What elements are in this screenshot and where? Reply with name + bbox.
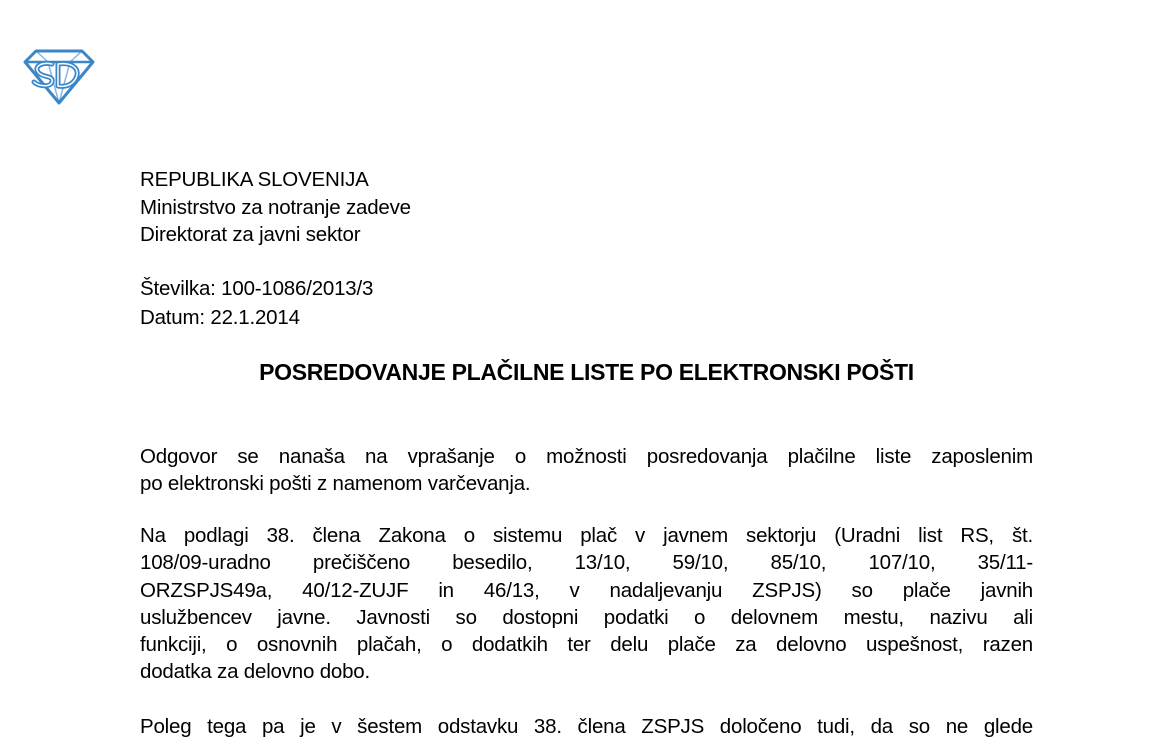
paragraph-2 (140, 522, 1033, 686)
ministry-header (140, 166, 411, 249)
paragraph-3 (140, 713, 1033, 740)
document-number: Številka: 100-1086/2013/3 (140, 277, 374, 300)
paragraph-line: Poleg tega pa je v šestem odstavku 38. člena ZSPJS določeno tudi, da so ne glede (140, 715, 1033, 738)
paragraph-line: funkciji, o osnovnih plačah, o dodatkih ter delu plače za delovno uspešnost, razen (140, 633, 1033, 657)
paragraph-line: dodatka za delovno dobo. (140, 660, 370, 684)
paragraph-line: ORZSPJS49a, 40/12-ZUJF in 46/13, v nadaljevanju ZSPJS) so plače javnih (140, 578, 1033, 602)
paragraph-line: Na podlagi 38. člena Zakona o sistemu plač v javnem sektorju (Uradni list RS, št. (140, 524, 1033, 547)
paragraph-line: po elektronski pošti z namenom varčevanja. (140, 472, 531, 496)
sd-logo (22, 48, 96, 106)
document-meta (140, 275, 373, 332)
paragraph-line: uslužbencev javne. Javnosti so dostopni podatki o delovnem mestu, nazivu ali (140, 605, 1033, 629)
document-date: Datum: 22.1.2014 (140, 305, 300, 329)
paragraph-line: 108/09-uradno prečiščeno besedilo, 13/10, 59/10, 85/10, 107/10, 35/11- (140, 551, 1033, 575)
header-country: REPUBLIKA SLOVENIJA (140, 168, 369, 191)
header-directorate: Direktorat za javni sektor (140, 223, 361, 246)
document-title: POSREDOVANJE PLAČILNE LISTE PO ELEKTRONSKI POŠTI (259, 359, 914, 385)
paragraph-line: Odgovor se nanaša na vprašanje o možnosti posredovanja plačilne liste zaposlenim (140, 445, 1033, 468)
header-ministry: Ministrstvo za notranje zadeve (140, 195, 411, 219)
paragraph-1 (140, 443, 1033, 498)
